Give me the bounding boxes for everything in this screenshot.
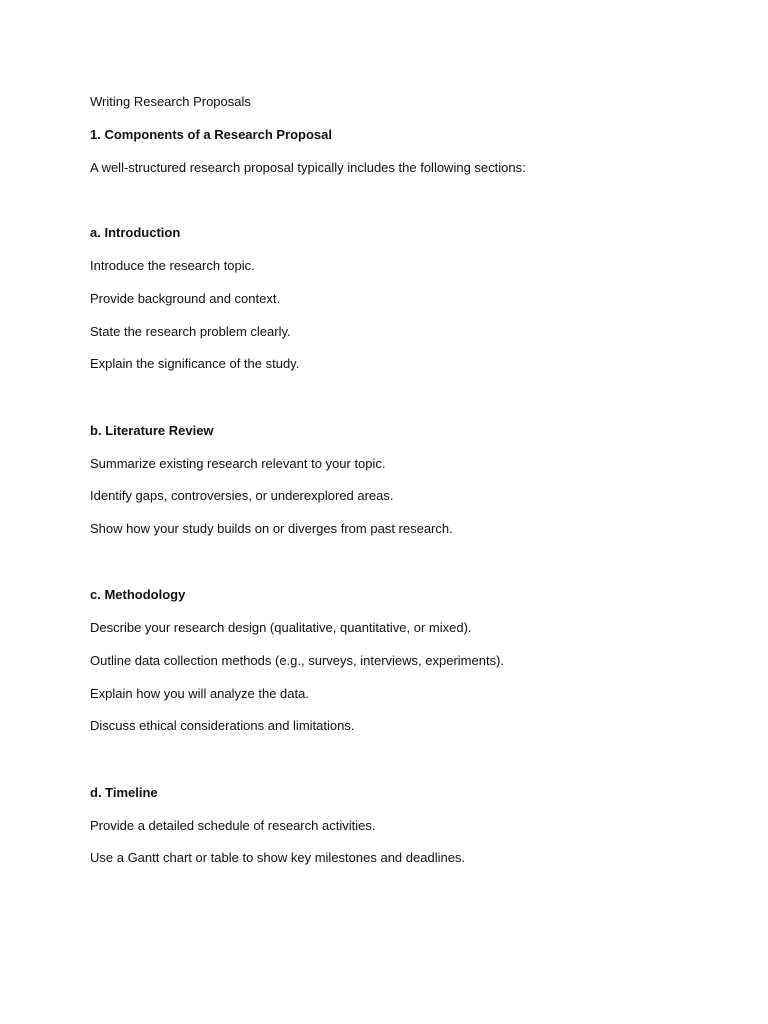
paragraph: Use a Gantt chart or table to show key milestones and deadlines. xyxy=(90,850,466,865)
paragraph: Explain the significance of the study. xyxy=(90,356,300,371)
subsection-heading-literature-review: b. Literature Review xyxy=(90,423,214,438)
paragraph: Explain how you will analyze the data. xyxy=(90,686,309,701)
paragraph: Provide background and context. xyxy=(90,291,281,306)
paragraph: Show how your study builds on or diverges from past research. xyxy=(90,521,453,536)
paragraph: Introduce the research topic. xyxy=(90,258,255,273)
intro-paragraph: A well-structured research proposal typically includes the following sections: xyxy=(90,160,526,175)
paragraph: Discuss ethical considerations and limitations. xyxy=(90,718,355,733)
subsection-heading-methodology: c. Methodology xyxy=(90,587,186,602)
paragraph: Summarize existing research relevant to your topic. xyxy=(90,456,386,471)
paragraph: Provide a detailed schedule of research activities. xyxy=(90,818,376,833)
paragraph: Identify gaps, controversies, or underexplored areas. xyxy=(90,488,394,503)
paragraph: Describe your research design (qualitative, quantitative, or mixed). xyxy=(90,620,472,635)
section-heading: 1. Components of a Research Proposal xyxy=(90,127,333,142)
document-title: Writing Research Proposals xyxy=(90,94,251,109)
subsection-heading-timeline: d. Timeline xyxy=(90,785,158,800)
subsection-heading-introduction: a. Introduction xyxy=(90,225,181,240)
paragraph: Outline data collection methods (e.g., surveys, interviews, experiments). xyxy=(90,653,505,668)
paragraph: State the research problem clearly. xyxy=(90,324,291,339)
